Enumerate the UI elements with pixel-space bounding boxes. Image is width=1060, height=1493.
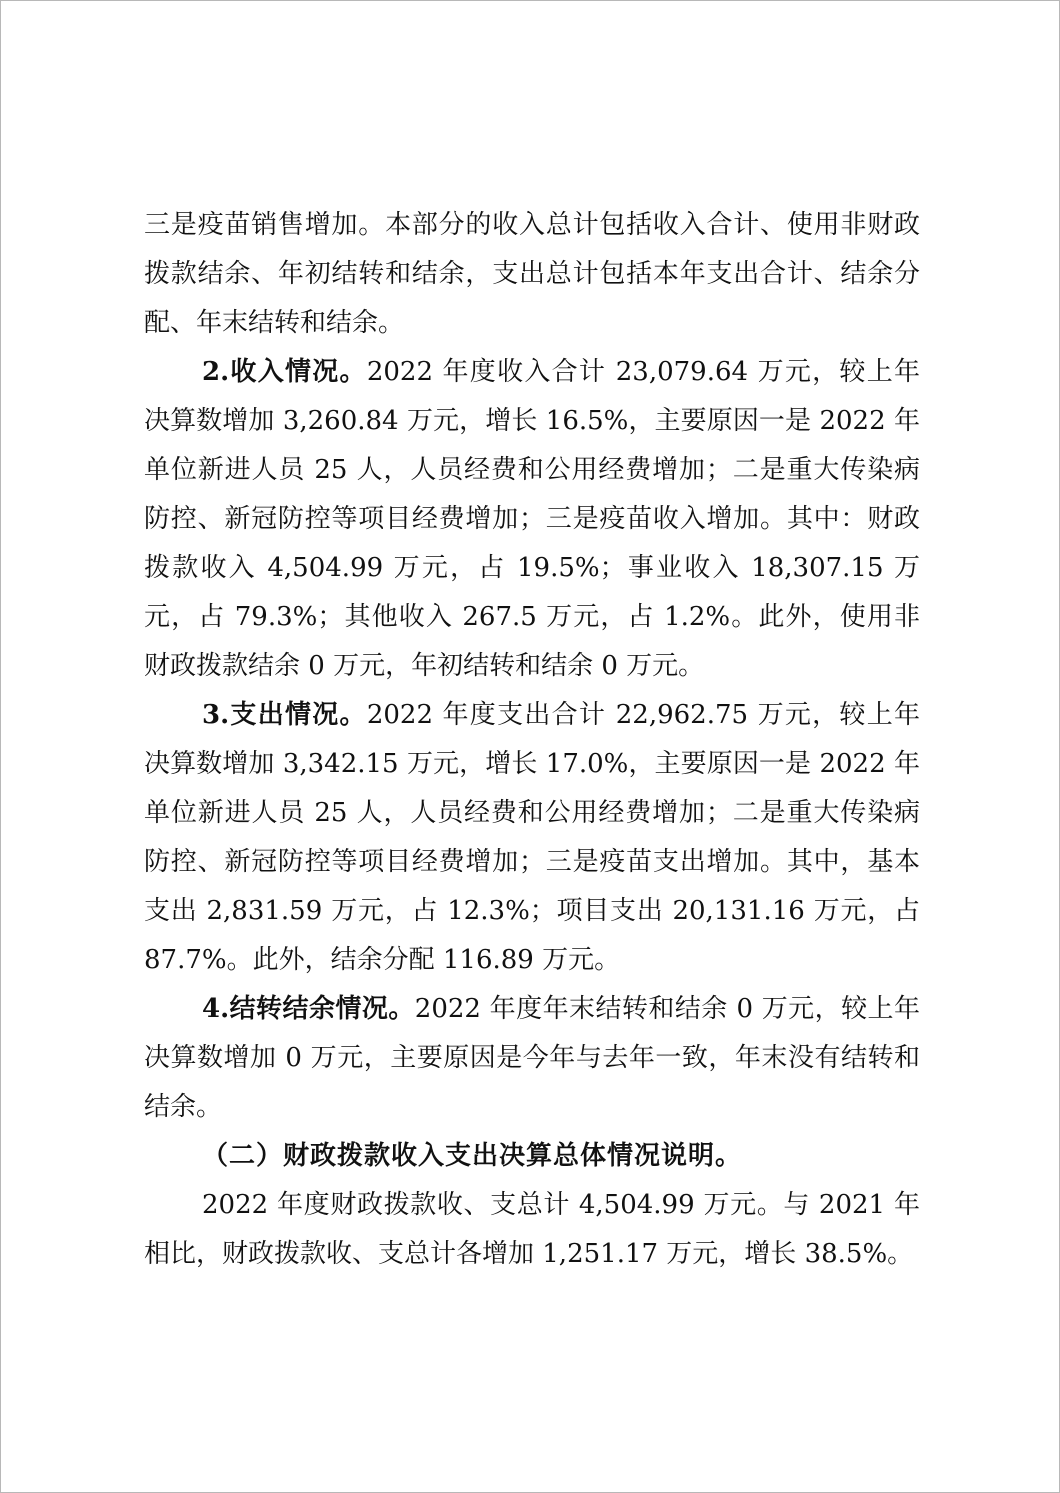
- paragraph-expenditure: [144, 691, 920, 985]
- section-heading: （二）财政拨款收入支出决算总体情况说明。: [202, 1141, 743, 1171]
- paragraph-text: 2022 年度支出合计 22,962.75 万元，较上年决算数增加 3,342.15 万元，增长 17.0%，主要原因一是 2022 年单位新进人员 25 人，人员经费和公用经费增加；二是重大传染病防控、新冠防控等项目经费增加；三是疫苗支出增加。其中，基本支出 2,831.59 万元，占 12.3%；项目支出 20,131.16 万元，占 87.7%。此外，结余分配 116.89 万元。: [144, 700, 920, 975]
- paragraph-summary: 2022 年度财政拨款收、支总计 4,504.99 万元。与 2021 年相比，财政拨款收、支总计各增加 1,251.17 万元，增长 38.5%。: [144, 1190, 920, 1269]
- paragraph-text: 2022 年度收入合计 23,079.64 万元，较上年决算数增加 3,260.84 万元，增长 16.5%，主要原因一是 2022 年单位新进人员 25 人，人员经费和公用经费增加；二是重大传染病防控、新冠防控等项目经费增加；三是疫苗收入增加。其中：财政拨款收入 4,504.99 万元，占 19.5%；事业收入 18,307.15 万元，占 79.3%；其他收入 267.5 万元，占 1.2%。此外，使用非财政拨款结余 0 万元，年初结转和结余 0 万元。: [144, 357, 920, 681]
- paragraph-heading: 4.结转结余情况。: [202, 994, 415, 1024]
- paragraph-intro-continuation: [144, 201, 920, 348]
- paragraph-heading: 3.支出情况。: [202, 700, 367, 730]
- paragraph-heading: 2.收入情况。: [202, 357, 367, 387]
- paragraph-income: [144, 348, 920, 691]
- paragraph-text: 三是疫苗销售增加。本部分的收入总计包括收入合计、使用非财政拨款结余、年初结转和结余，支出总计包括本年支出合计、结余分配、年末结转和结余。: [144, 210, 920, 338]
- document-body: [144, 201, 920, 1279]
- paragraph-text: 2022 年度年末结转和结余 0 万元，较上年决算数增加 0 万元，主要原因是今年与去年一致，年末没有结转和结余。: [144, 994, 920, 1122]
- paragraph-carryover: [144, 985, 920, 1132]
